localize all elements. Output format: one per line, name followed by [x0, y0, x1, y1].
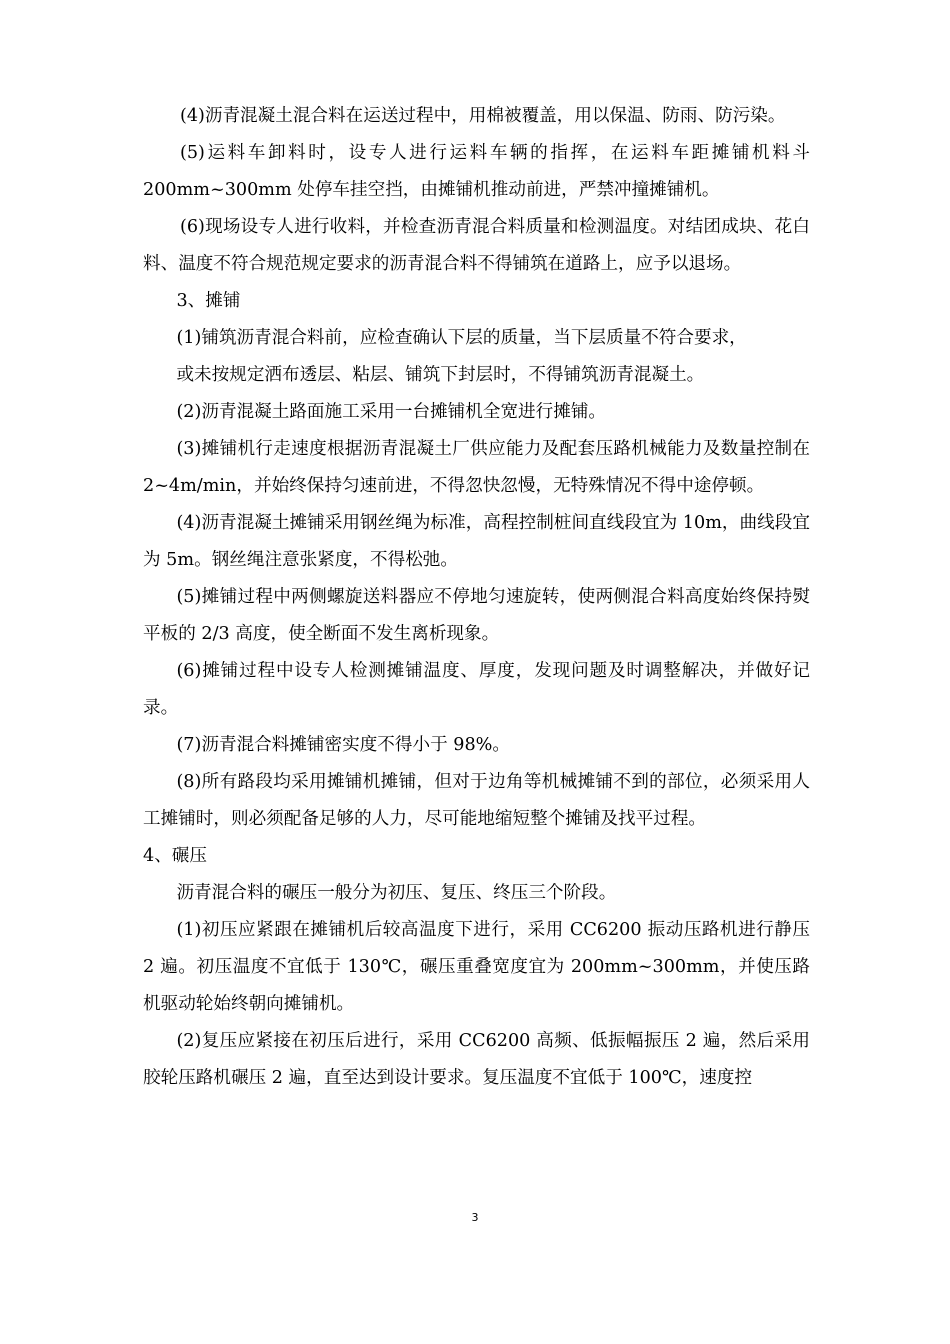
- page-number: 3: [471, 1211, 479, 1224]
- paragraph-paving-3: (3)摊铺机行走速度根据沥青混凝土厂供应能力及配套压路机械能力及数量控制在 2~4m/min，并始终保持匀速前进，不得忽快忽慢，无特殊情况不得中途停顿。: [143, 439, 810, 496]
- paragraph-paving-5: (5)摊铺过程中两侧螺旋送料器应不停地匀速旋转，使两侧混合料高度始终保持熨平板的 2/3 高度，使全断面不发生离析现象。: [143, 587, 810, 644]
- paragraph-paving-1b: 或未按规定洒布透层、粘层、铺筑下封层时，不得铺筑沥青混凝土。: [176, 365, 705, 385]
- section-heading-rolling: 4、碾压: [143, 846, 207, 866]
- paragraph-rolling-2: (2)复压应紧接在初压后进行，采用 CC6200 高频、低振幅振压 2 遍，然后采用胶轮压路机碾压 2 遍，直至达到设计要求。复压温度不宜低于 100℃，速度控: [143, 1031, 810, 1088]
- paragraph-paving-1a: (1)铺筑沥青混合料前，应检查确认下层的质量，当下层质量不符合要求，: [176, 328, 747, 348]
- paragraph-rolling-intro: 沥青混合料的碾压一般分为初压、复压、终压三个阶段。: [176, 883, 617, 903]
- paragraph-rolling-1: (1)初压应紧跟在摊铺机后较高温度下进行，采用 CC6200 振动压路机进行静压 2 遍。初压温度不宜低于 130℃，碾压重叠宽度宜为 200mm~300mm，并使压路机驱动轮始终朝向摊铺机。: [143, 920, 810, 1014]
- paragraph-paving-4: (4)沥青混凝土摊铺采用钢丝绳为标准，高程控制桩间直线段宜为 10m，曲线段宜为 5m。钢丝绳注意张紧度，不得松弛。: [143, 513, 810, 570]
- paragraph-paving-6: (6)摊铺过程中设专人检测摊铺温度、厚度，发现问题及时调整解决，并做好记录。: [143, 661, 810, 718]
- paragraph-unloading: (5)运料车卸料时，设专人进行运料车辆的指挥，在运料车距摊铺机料斗200mm~300mm 处停车挂空挡，由摊铺机推动前进，严禁冲撞摊铺机。: [143, 143, 810, 200]
- paragraph-receiving: (6)现场设专人进行收料，并检查沥青混合料质量和检测温度。对结团成块、花白料、温度不符合规范规定要求的沥青混合料不得铺筑在道路上，应予以退场。: [143, 217, 810, 274]
- paragraph-transport-cover: (4)沥青混凝土混合料在运送过程中，用棉被覆盖，用以保温、防雨、防污染。: [179, 106, 786, 126]
- section-heading-paving: 3、摊铺: [176, 291, 241, 311]
- paragraph-paving-8: (8)所有路段均采用摊铺机摊铺，但对于边角等机械摊铺不到的部位，必须采用人工摊铺时，则必须配备足够的人力，尽可能地缩短整个摊铺及找平过程。: [143, 772, 810, 829]
- paragraph-paving-2: (2)沥青混凝土路面施工采用一台摊铺机全宽进行摊铺。: [176, 402, 607, 422]
- paragraph-paving-7: (7)沥青混合料摊铺密实度不得小于 98%。: [176, 735, 510, 755]
- page-body: [143, 98, 810, 1097]
